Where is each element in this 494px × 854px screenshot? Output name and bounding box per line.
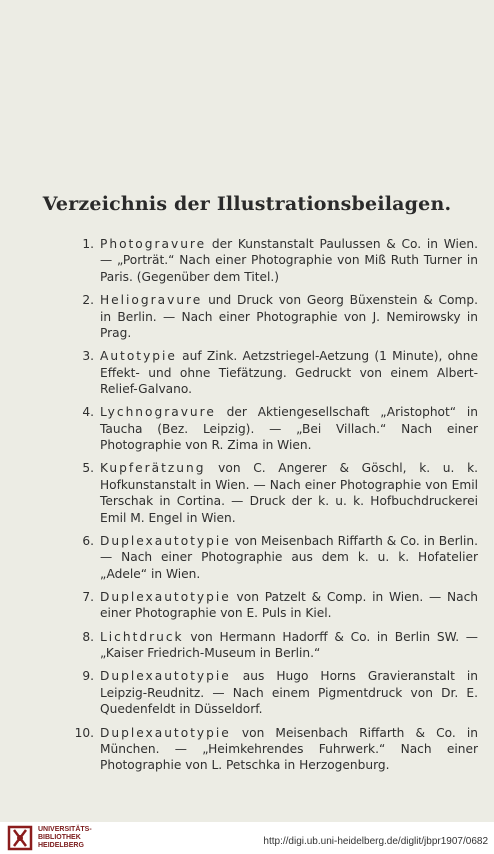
entry-text: von Hermann Hadorff & Co. in Berlin SW. — „Kaiser Friedrich-Museum in Berlin.“	[100, 629, 478, 661]
list-item	[66, 725, 478, 774]
library-name-line: BIBLIOTHEK	[38, 834, 81, 841]
entry-number: 3.	[82, 349, 94, 364]
entry-number: 7.	[82, 590, 94, 605]
entry-technique: Lichtdruck	[100, 629, 184, 644]
entry-number: 10.	[74, 725, 94, 740]
list-item	[66, 292, 478, 341]
entry-text: von Meisenbach Riffarth & Co. in München. — „Heimkehrendes Fuhrwerk.“ Nach einer Photographie von L. Petschka in Herzogenburg.	[100, 725, 478, 773]
entry-text: der Aktiengesellschaft „Aristophot“ in Taucha (Bez. Leipzig). — „Bei Villach.“ Nach einer Photographie von R. Zima in Wien.	[100, 405, 478, 453]
list-item	[66, 348, 478, 397]
entry-technique: Duplexautotypie	[100, 590, 231, 605]
list-item	[66, 236, 478, 285]
entry-text: und Druck von Georg Büxenstein & Comp. in Berlin. — Nach einer Photographie von J. Nemirowsky in Prag.	[100, 293, 478, 340]
permalink-url[interactable]: http://digi.ub.uni-heidelberg.de/diglit/jbpr1907/0682	[263, 836, 488, 847]
entry-number: 6.	[82, 533, 94, 548]
entry-text: aus Hugo Horns Gravieranstalt in Leipzig-Reudnitz. — Nach einem Pigmentdruck von Dr. E. Quedenfeldt in Düsseldorf.	[100, 669, 478, 717]
list-item	[66, 668, 478, 717]
list-item	[66, 460, 478, 526]
illustration-list	[66, 236, 478, 781]
library-name[interactable]	[38, 826, 92, 850]
entry-technique: Duplexautotypie	[100, 669, 231, 684]
entry-technique: Duplexautotypie	[100, 725, 231, 740]
entry-text: von Meisenbach Riffarth & Co. in Berlin. — Nach einer Photographie aus dem k. u. k. Hofatelier „Adele“ in Wien.	[100, 533, 478, 581]
library-name-line: HEIDELBERG	[38, 842, 84, 849]
entry-text: von C. Angerer & Göschl, k. u. k. Hofkunstanstalt in Wien. — Nach einer Photographie von Emil Terschak in Cortina. — Druck der k. u. k. Hofbuchdruckerei Emil M. Engel in Wien.	[100, 461, 478, 525]
library-logo-icon[interactable]	[6, 824, 34, 852]
entry-technique: Lychnogravure	[100, 405, 216, 420]
entry-technique: Duplexautotypie	[100, 533, 231, 548]
list-item	[66, 404, 478, 453]
entry-text: auf Zink. Aetzstriegel-Aetzung (1 Minute), ohne Effekt- und ohne Tiefätzung. Gedruckt von einem Albert-Relief-Galvano.	[100, 349, 478, 397]
list-item	[66, 629, 478, 662]
entry-number: 8.	[82, 629, 94, 644]
entry-number: 2.	[82, 293, 94, 308]
entry-technique: Kupferätzung	[100, 461, 206, 476]
entry-text: der Kunstanstalt Paulussen & Co. in Wien. — „Porträt.“ Nach einer Photographie von Miß Ruth Turner in Paris. (Gegenüber dem Titel.)	[100, 237, 478, 284]
list-item	[66, 533, 478, 582]
entry-number: 1.	[82, 237, 94, 251]
entry-number: 9.	[82, 669, 94, 684]
list-item	[66, 589, 478, 622]
entry-number: 5.	[82, 461, 94, 476]
entry-text: von Patzelt & Comp. in Wien. — Nach einer Photographie von E. Puls in Kiel.	[100, 590, 478, 621]
entry-technique: Autotypie	[100, 349, 177, 364]
entry-number: 4.	[82, 405, 94, 420]
library-name-line: UNIVERSITÄTS-	[38, 826, 92, 833]
entry-technique: Photogravure	[100, 237, 207, 251]
entry-technique: Heliogravure	[100, 293, 203, 308]
page-title: Verzeichnis der Illustrationsbeilagen.	[42, 193, 452, 215]
